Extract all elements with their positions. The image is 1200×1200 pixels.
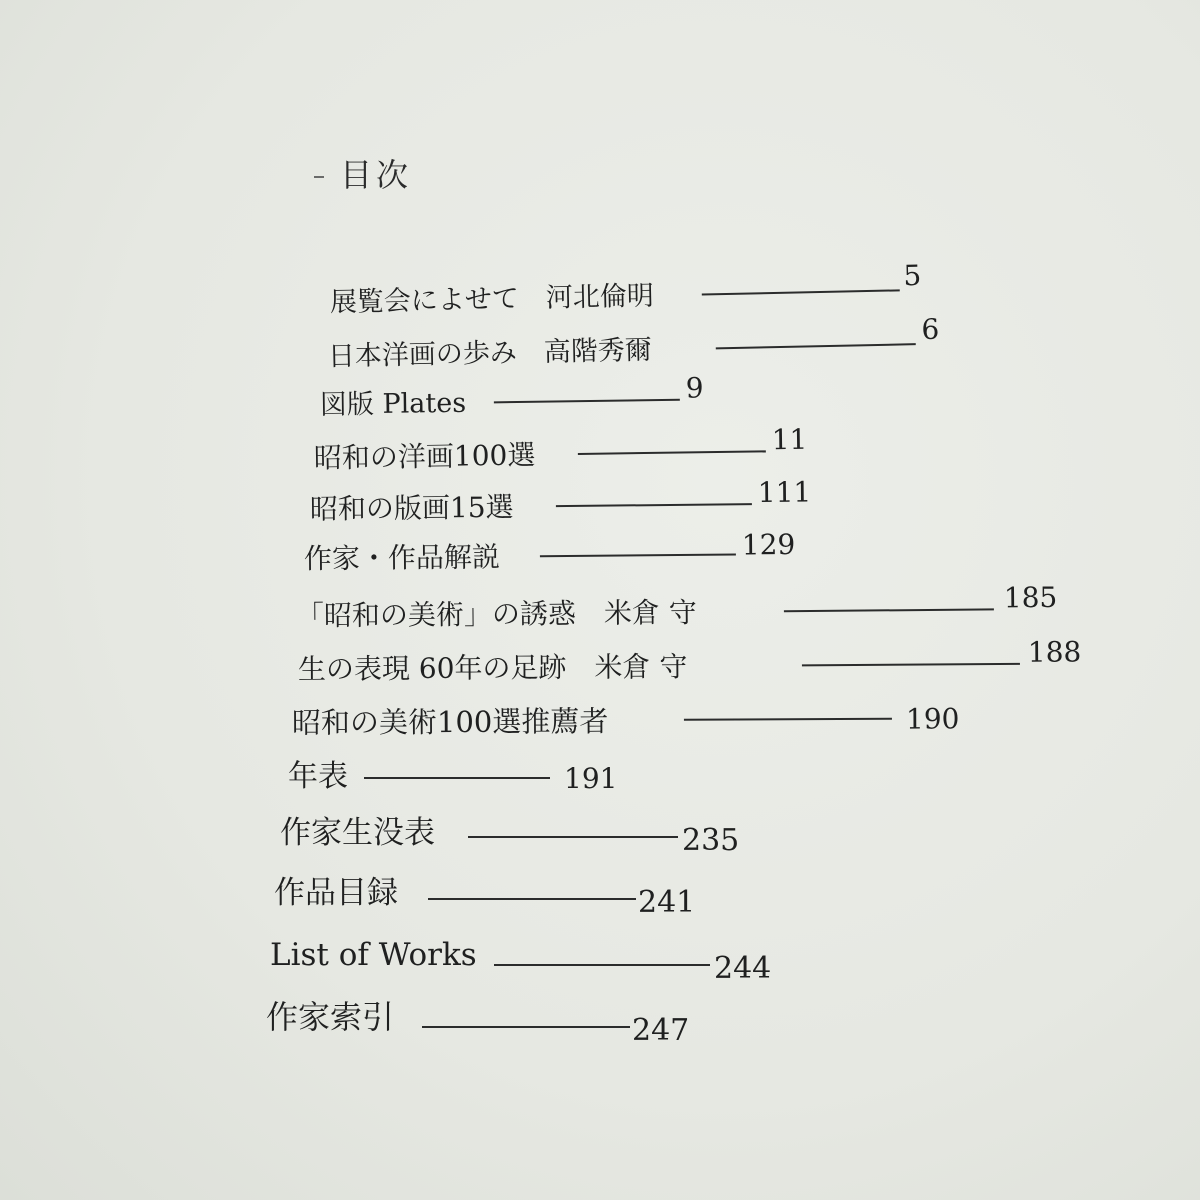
- toc-entry: [295, 580, 1096, 650]
- toc-entry-label: 展覧会によせて 河北倫明: [329, 280, 655, 319]
- toc-entry-label: 「昭和の美術」の誘惑 米倉 守: [295, 595, 697, 633]
- toc-entry: [270, 938, 830, 988]
- toc-page-number: 111: [757, 475, 812, 510]
- toc-entry-label: 作家索引: [266, 998, 395, 1036]
- toc-entry-label: 作品目録: [274, 875, 398, 911]
- toc-leader: [494, 964, 710, 966]
- toc-entry-label: 昭和の洋画100選: [313, 438, 536, 475]
- toc-entry: [280, 816, 780, 866]
- toc-page-number: 244: [714, 951, 772, 986]
- toc-leader: [802, 663, 1020, 667]
- toc-entry-label: 日本洋画の歩み 高階秀爾: [327, 334, 653, 373]
- toc-entry-label: 作家・作品解説: [303, 540, 501, 576]
- toc-leader: [494, 399, 680, 404]
- toc-entry-label: 年表: [288, 759, 348, 794]
- toc-leader: [422, 1026, 630, 1028]
- toc-entry: [329, 258, 931, 337]
- toc-entry: [292, 702, 992, 756]
- toc-page-number: 247: [632, 1013, 690, 1048]
- toc-leader: [428, 898, 636, 900]
- toc-page-number: 11: [771, 422, 808, 457]
- toc-entry-label: List of Works: [270, 937, 477, 973]
- toc-leader: [364, 777, 550, 779]
- toc-page-number: 191: [564, 762, 618, 795]
- toc-entry: [303, 527, 824, 593]
- toc-page-number: 190: [905, 702, 960, 736]
- toc-page-number: 6: [921, 312, 940, 347]
- toc-entry: [319, 371, 721, 439]
- toc-entry-label: 昭和の美術100選推薦者: [291, 704, 609, 740]
- toc-entry-label: 生の表現 60年の足跡 米倉 守: [297, 650, 688, 686]
- toc-entry-label: 作家生没表: [280, 815, 435, 851]
- toc-page-number: 241: [638, 885, 696, 920]
- toc-page-number: 235: [682, 823, 740, 858]
- toc-leader: [468, 836, 678, 838]
- toc-entry: [297, 635, 1118, 703]
- toc-entry: [266, 1000, 766, 1050]
- toc-page-number: 129: [741, 527, 796, 562]
- toc-leader: [540, 553, 736, 557]
- toc-entry: [288, 760, 688, 810]
- toc-entry-label: 昭和の版画15選: [309, 490, 514, 526]
- toc-title: 目次: [340, 156, 413, 194]
- toc-entry: [327, 312, 949, 391]
- toc-page-number: 185: [1003, 580, 1058, 615]
- toc-leader: [702, 289, 900, 295]
- toc-leader: [716, 343, 916, 349]
- toc-leader: [684, 718, 892, 721]
- toc-page-number: 5: [903, 258, 922, 293]
- toc-entry-label: 図版 Plates: [319, 387, 467, 421]
- title-mark: [314, 176, 324, 178]
- toc-leader: [578, 450, 766, 455]
- toc-page-number: 188: [1027, 635, 1082, 669]
- toc-leader: [784, 608, 994, 612]
- toc-page-number: 9: [685, 371, 704, 405]
- toc-entry: [313, 422, 835, 491]
- toc-entry: [274, 876, 774, 926]
- toc-leader: [556, 503, 752, 507]
